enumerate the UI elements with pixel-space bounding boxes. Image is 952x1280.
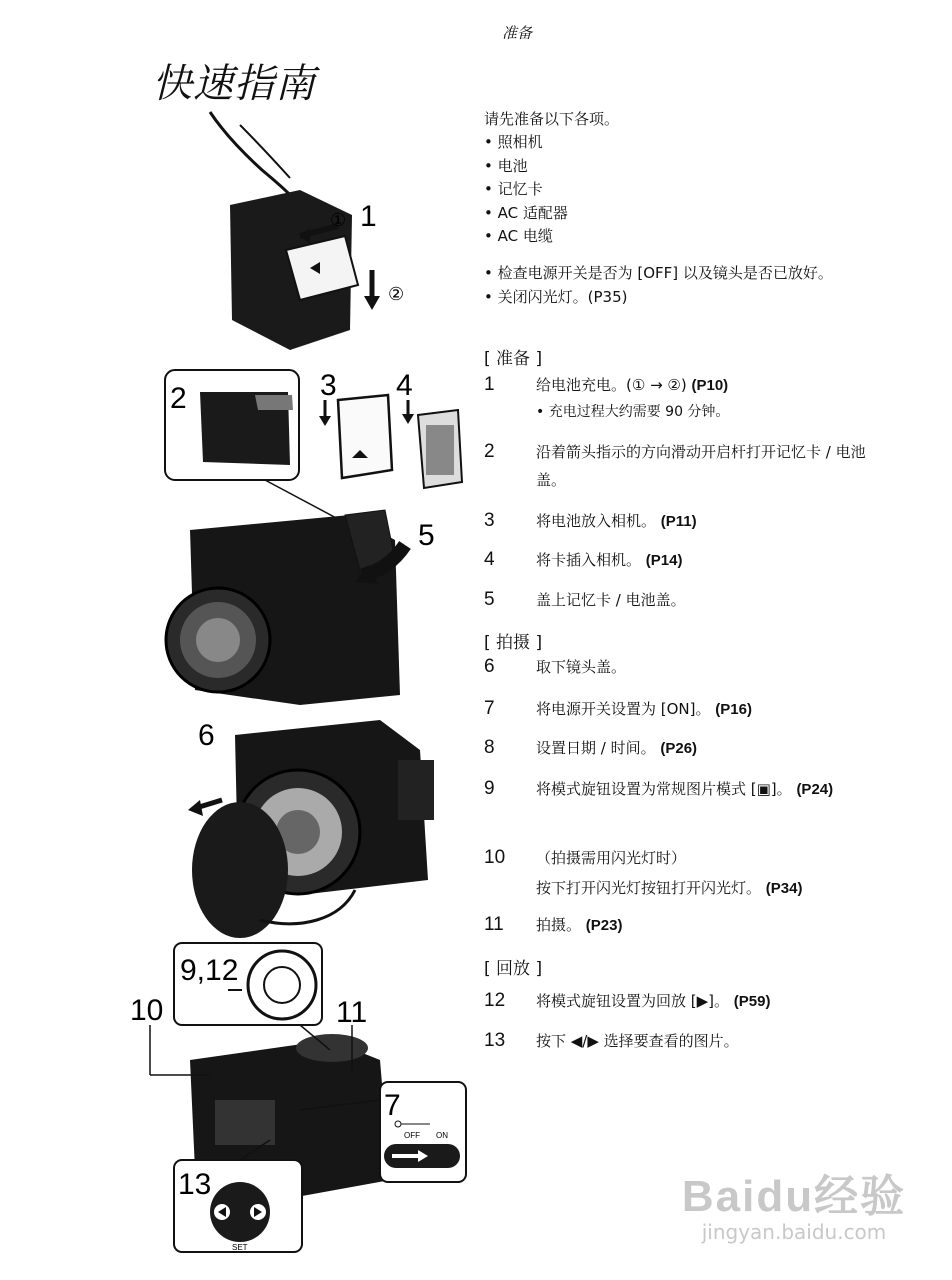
page-ref: (P16) [715, 701, 752, 718]
step-number: 11 [484, 914, 504, 935]
charger-illustration [210, 112, 380, 350]
step-7 [484, 694, 924, 725]
required-items-list [484, 131, 568, 249]
page-ref: (P59) [733, 993, 771, 1010]
step-number: 13 [484, 1030, 506, 1051]
step-number: 8 [484, 737, 495, 758]
watermark-logo: Baidu经验 [681, 1172, 907, 1221]
page-title: 快速指南 [152, 61, 316, 107]
step-number: 1 [484, 374, 495, 395]
page-ref: (P26) [660, 740, 698, 757]
note-item: • 检查电源开关是否为 [OFF] 以及镜头是否已放好。 [484, 262, 894, 284]
callout-9-12: 9,12 [180, 954, 239, 987]
page-ref: (P11) [660, 513, 697, 530]
step-number: 5 [484, 589, 495, 610]
page-ref: (P34) [765, 880, 803, 897]
step-text: 将卡插入相机。 [536, 551, 642, 569]
step-text: （拍摄需用闪光灯时） [536, 849, 687, 867]
step-number: 10 [484, 847, 506, 868]
step-5 [484, 585, 924, 615]
step-text: 设置日期 / 时间。 [536, 739, 656, 757]
set-label: SET [232, 1243, 248, 1252]
step-4 [484, 545, 924, 576]
switch-on-label: ON [436, 1131, 448, 1140]
step-number: 7 [484, 698, 495, 719]
section-prepare-heading: [ 准备 ] [484, 349, 543, 369]
lens-cap-illustration [188, 720, 434, 938]
circled-2-label: ② [388, 284, 405, 305]
step-number: 9 [484, 778, 495, 799]
callout-4: 4 [396, 369, 413, 402]
step-subnote: • 充电过程大约需要 90 分钟。 [536, 404, 730, 420]
step-text: 拍摄。 [536, 916, 582, 934]
list-item: • AC 适配器 [484, 202, 568, 226]
step-number: 3 [484, 510, 495, 531]
callout-11: 11 [336, 996, 368, 1029]
list-item: • AC 电缆 [484, 225, 568, 249]
callout-6: 6 [198, 719, 215, 752]
step-1 [484, 370, 924, 423]
step-6 [484, 652, 924, 682]
step-text: 将电源开关设置为 [ON]。 [536, 700, 711, 718]
callout-5: 5 [418, 519, 435, 552]
page-ref: (P23) [585, 917, 623, 934]
page-ref: (P24) [796, 781, 834, 798]
circled-1-label: ① [330, 210, 347, 230]
step-text: 盖上记忆卡 / 电池盖。 [536, 591, 686, 609]
section-shoot-heading: [ 拍摄 ] [484, 633, 543, 653]
battery-illustration [338, 395, 392, 478]
watermark-url: jingyan.baidu.com [701, 1220, 887, 1244]
step-number: 4 [484, 549, 495, 570]
header-section-label: 准备 [502, 24, 533, 42]
list-item: • 记忆卡 [484, 178, 568, 202]
step-text: 将模式旋钮设置为回放 [▶]。 [536, 992, 730, 1010]
step-8 [484, 733, 924, 764]
callout-2: 2 [170, 382, 187, 415]
list-item: • 电池 [484, 155, 568, 179]
callout-7: 7 [384, 1089, 401, 1122]
camera-body-illustration [166, 510, 405, 705]
switch-off-label: OFF [404, 1131, 420, 1140]
step-3 [484, 506, 924, 537]
step-11 [484, 910, 924, 941]
page-ref: (P14) [645, 552, 683, 569]
step-text: 沿着箭头指示的方向滑动开启杆打开记忆卡 / 电池盖。 [536, 443, 866, 489]
intro-text: 请先准备以下各项。 [484, 110, 620, 128]
notes-list [484, 262, 894, 310]
watermark [664, 1160, 924, 1244]
section-playback-heading: [ 回放 ] [484, 959, 543, 979]
step-number: 6 [484, 656, 495, 677]
list-item: • 照相机 [484, 131, 568, 155]
step-9 [484, 775, 904, 804]
step-text: 给电池充电。(① → ②) [536, 376, 687, 394]
note-item: • 关闭闪光灯。(P35) [484, 286, 894, 308]
step-12 [484, 986, 924, 1017]
step-text: 按下 ◀/▶ 选择要查看的图片。 [536, 1032, 739, 1050]
step-number: 2 [484, 441, 495, 462]
page-ref: (P10) [691, 377, 729, 394]
step-10 [484, 843, 924, 904]
step-text-line2: 按下打开闪光灯按钮打开闪光灯。 [536, 879, 762, 897]
step-text: 取下镜头盖。 [536, 658, 627, 676]
step-text: 将模式旋钮设置为常规图片模式 [▣]。 [536, 780, 792, 798]
step-text: 将电池放入相机。 [536, 512, 657, 530]
callout-3: 3 [320, 369, 337, 402]
step-13 [484, 1026, 924, 1056]
callout-13: 13 [178, 1168, 212, 1201]
callout-10: 10 [130, 994, 164, 1027]
step-number: 12 [484, 990, 506, 1011]
step-2 [484, 438, 884, 494]
callout-1: 1 [360, 200, 377, 233]
